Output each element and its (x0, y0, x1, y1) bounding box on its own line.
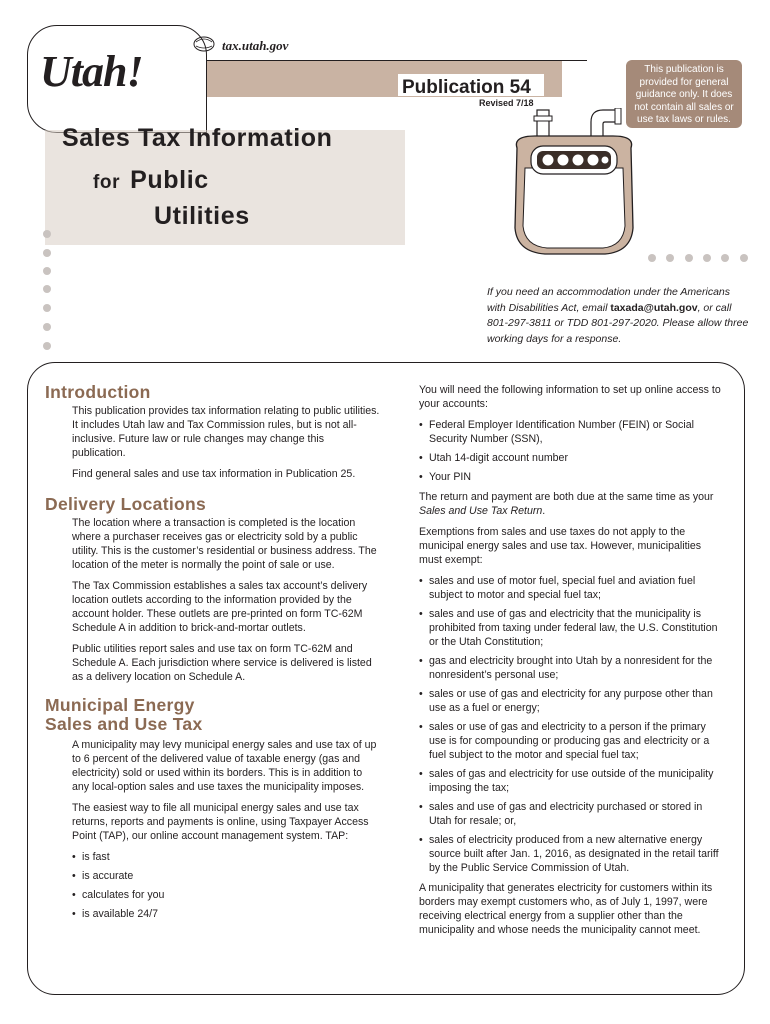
decor-dot (666, 254, 674, 262)
introduction-heading: Introduction (45, 382, 151, 402)
decor-dot (703, 254, 711, 262)
decor-dot (43, 342, 51, 350)
list-item: • sales or use of gas and electricity for any purpose other than use as a fuel or energy; (419, 687, 725, 715)
list-item: • Utah 14-digit account number (419, 451, 725, 465)
account-needs-list (419, 418, 725, 484)
list-item: • sales and use of gas and electricity that the municipality is prohibited from taxing under federal law, the U.S. Constitution or the Utah Constitution; (419, 607, 725, 649)
text: . (542, 505, 546, 517)
list-item: • sales of electricity produced from a new alternative energy source built after Jan. 1, 2016, as designated in the retail tariff by the Public Service Commission of Utah. (419, 833, 725, 875)
paragraph: This publication provides tax information relating to public utilities. It includes Utah law and Tax Commission rules, but is not all-inclusive. Future law or rule changes may change this publication. (72, 405, 380, 459)
title-line-3: Utilities (154, 202, 250, 230)
decor-dot (721, 254, 729, 262)
title-for: for (93, 172, 121, 193)
municipal-heading (45, 696, 203, 734)
revised-date: Revised 7/18 (479, 98, 534, 108)
text: The return and payment are both due at the same time as your (419, 491, 714, 503)
municipal-heading-line2: Sales and Use Tax (45, 714, 203, 734)
right-column (419, 383, 725, 944)
paragraph: Exemptions from sales and use taxes do not apply to the municipal energy sales and use tax. However, municipalities must exempt: (419, 526, 702, 566)
exemptions-list (419, 574, 725, 875)
tap-list (72, 850, 380, 921)
delivery-body (72, 516, 380, 691)
decor-dot (43, 230, 51, 238)
list-item: • is available 24/7 (72, 907, 380, 921)
paragraph: The Tax Commission establishes a sales tax account’s delivery location outlets according to the information provided by the account holder. These outlets are pre-printed on form TC-62M Schedule A in addition to brick-and-mortar outlets. (72, 580, 368, 634)
title-line-2 (93, 166, 209, 195)
return-name: Sales and Use Tax Return (419, 505, 543, 517)
delivery-heading: Delivery Locations (45, 494, 207, 514)
utah-logo: Utah! (40, 47, 143, 96)
list-item: • sales and use of gas and electricity purchased or stored in Utah for resale; or, (419, 800, 725, 828)
municipal-body (72, 738, 380, 927)
disclaimer-box: This publication is provided for general guidance only. It does not contain all sales or use tax laws or rules. (626, 60, 742, 128)
list-item: • Federal Employer Identification Number (FEIN) or Social Security Number (SSN), (419, 418, 725, 446)
decor-dot (43, 304, 51, 312)
list-item: • gas and electricity brought into Utah by a nonresident for the nonresident’s personal use; (419, 654, 725, 682)
paragraph (419, 490, 725, 518)
list-item: • sales and use of motor fuel, special fuel and aviation fuel subject to motor and special fuel tax; (419, 574, 725, 602)
list-item: • calculates for you (72, 888, 380, 902)
gas-meter-icon (505, 108, 645, 258)
decor-dot (740, 254, 748, 262)
paragraph: The easiest way to file all municipal energy sales and use tax returns, reports and payments is online, using Taxpayer Access Point (TAP), our online account management system. TAP: (72, 802, 369, 842)
paragraph: The location where a transaction is completed is the location where a purchaser receives gas or electricity sold by a public utility. This is the customer’s residential or business address. The location of the meter is normally the point of sale or use. (72, 517, 377, 571)
municipal-heading-line1: Municipal Energy (45, 695, 195, 715)
decor-dot (43, 323, 51, 331)
introduction-body (72, 404, 380, 488)
decor-dot (43, 267, 51, 275)
list-item: • is accurate (72, 869, 380, 883)
paragraph: You will need the following information to set up online access to your accounts: (419, 384, 721, 410)
decor-dot (685, 254, 693, 262)
paragraph: A municipality that generates electricity for customers within its borders may exempt customers who, as of July 1, 1997, were receiving electrical energy from a supplier other than the municipality and whose needs the municipality cannot meet. (419, 882, 713, 936)
site-url[interactable]: tax.utah.gov (222, 38, 289, 53)
list-item: • sales or use of gas and electricity to a person if the primary use is for compounding or producing gas and electricity or a fuel subject to the motor and special fuel tax; (419, 720, 725, 762)
decor-dot (648, 254, 656, 262)
decor-dot (43, 249, 51, 257)
publication-number: Publication 54 (402, 77, 531, 98)
accommodation-text: If you need an accommodation under the Americans with Disabilities Act, email (487, 286, 731, 314)
list-item: • is fast (72, 850, 380, 864)
paragraph: A municipality may levy municipal energy sales and use tax of up to 6 percent of the delivered value of taxable energy (gas and electricity) sold or used within its borders. This is in addition to any local-option sales and use taxes the municipality imposes. (72, 739, 377, 793)
paragraph: Find general sales and use tax information in Publication 25. (72, 468, 356, 480)
accommodation-text-end: , or call 801-297-3811 or TDD 801-297-2020. Please allow three working days for a response. (487, 301, 749, 345)
title-line-1: Sales Tax Information (62, 124, 333, 152)
decor-dot (43, 285, 51, 293)
list-item: • sales of gas and electricity for use outside of the municipality imposing the tax; (419, 767, 725, 795)
paragraph: Public utilities report sales and use tax on form TC-62M and Schedule A. Each jurisdiction where service is delivered is listed as a delivery location on Schedule A. (72, 643, 372, 683)
list-item: • Your PIN (419, 470, 725, 484)
ada-email-link[interactable]: taxada@utah.gov (610, 301, 698, 314)
accommodation-notice (487, 285, 749, 347)
title-public: Public (130, 166, 209, 194)
beehive-icon (190, 32, 218, 54)
